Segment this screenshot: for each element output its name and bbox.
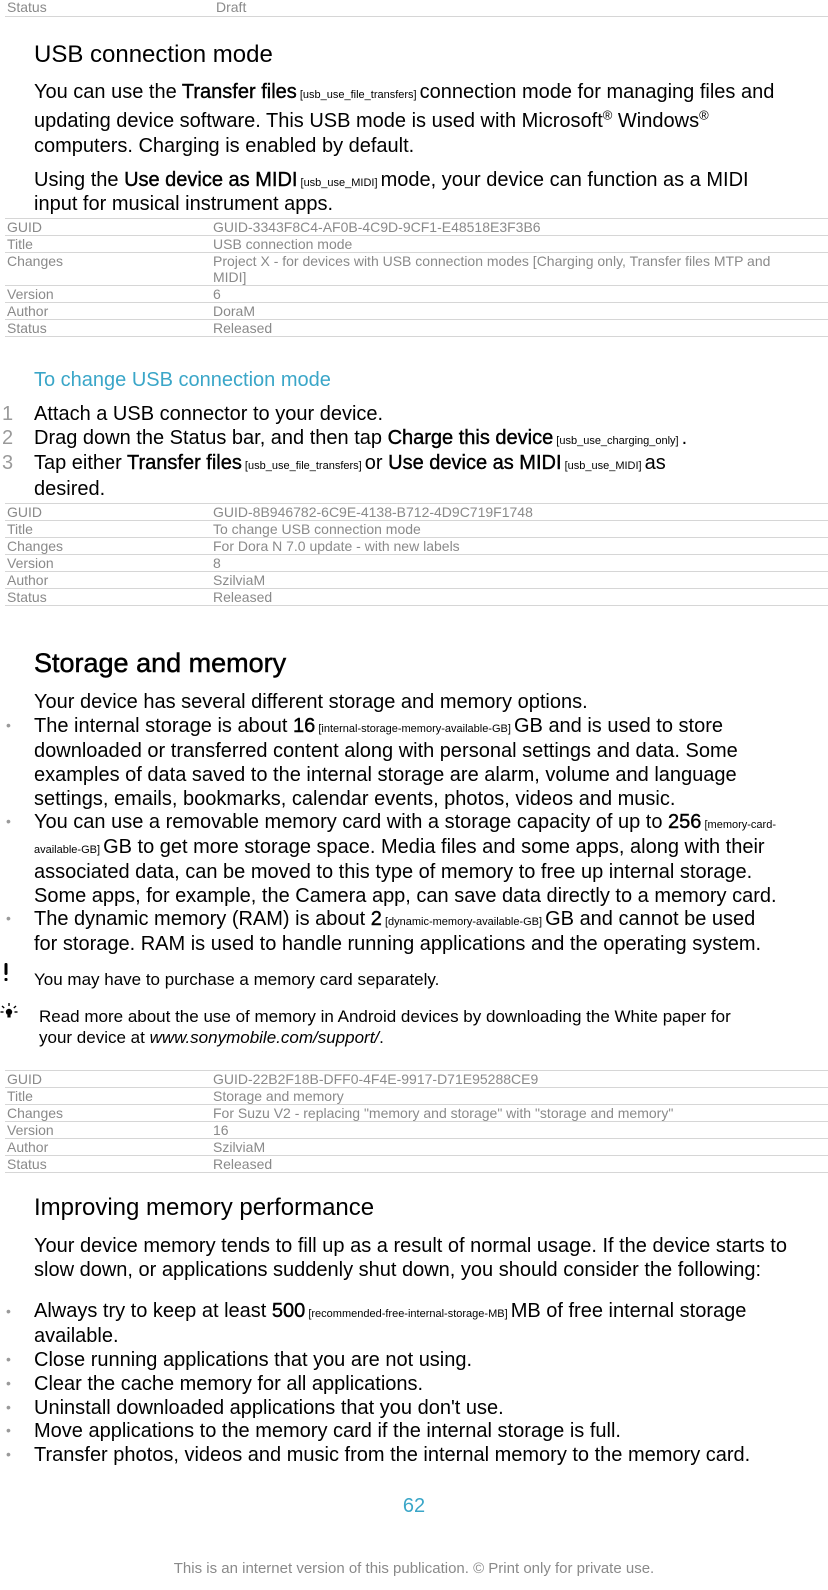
list-item: The internal storage is about 16 [internal-storage-memory-available-GB] GB and is used to store: [34, 715, 723, 737]
step-number: 1: [2, 403, 14, 425]
table-row: Version 16: [5, 1122, 828, 1139]
step-number: 3: [2, 452, 14, 474]
table-row: Author DoraM: [5, 303, 828, 320]
bullet: •: [6, 1399, 11, 1415]
table-row: Status Released: [5, 320, 828, 337]
bullet: •: [6, 717, 11, 733]
footer-text: This is an internet version of this publication. © Print only for private use.: [173, 1560, 655, 1577]
paragraph-line: Your device memory tends to fill up as a result of normal usage. If the device starts to: [34, 1235, 787, 1257]
support-link[interactable]: www.sonymobile.com/support/: [149, 1028, 380, 1047]
list-item: Uninstall downloaded applications that you don't use.: [34, 1397, 504, 1419]
list-item-line: for storage. RAM is used to handle running applications and the operating system.: [34, 933, 762, 955]
list-item-line: Some apps, for example, the Camera app, can save data directly to a memory card.: [34, 885, 777, 907]
table-row: Author SzilviaM: [5, 572, 828, 589]
table-row: GUID GUID-8B946782-6C9E-4138-B712-4D9C719F1748: [5, 504, 828, 521]
metadata-table: [5, 218, 828, 337]
paragraph-line: slow down, or applications suddenly shut down, you should consider the following:: [34, 1259, 762, 1281]
bullet: •: [6, 1422, 11, 1438]
bullet: •: [6, 910, 11, 926]
list-item-line: associated data, can be moved to this type of memory to free up internal storage.: [34, 861, 753, 883]
table-row: Version 8: [5, 555, 828, 572]
step-number: 2: [2, 427, 14, 449]
list-item-line: downloaded or transferred content along with personal settings and data. Some: [34, 740, 738, 762]
table-row: Changes Project X - for devices with USB connection modes [Charging only, Transfer files MTP and MIDI]: [5, 253, 828, 286]
list-item-line: settings, emails, bookmarks, calendar events, photos, videos and music.: [34, 788, 676, 810]
step-text: desired.: [34, 478, 106, 500]
lightbulb-icon: [0, 1002, 18, 1022]
list-item: Close running applications that you are not using.: [34, 1349, 473, 1371]
list-item: Always try to keep at least 500 [recommended-free-internal-storage-MB] MB of free internal storage: [34, 1300, 747, 1322]
list-item-line: available-GB] GB to get more storage space. Media files and some apps, along with their: [34, 836, 765, 858]
list-item: The dynamic memory (RAM) is about 2 [dynamic-memory-available-GB] GB and cannot be used: [34, 908, 756, 930]
table-row: GUID GUID-3343F8C4-AF0B-4C9D-9CF1-E48518E3F3B6: [5, 219, 828, 236]
list-item: Clear the cache memory for all applications.: [34, 1373, 424, 1395]
meta-key: Status: [7, 0, 47, 15]
list-item: Move applications to the memory card if the internal storage is full.: [34, 1420, 621, 1442]
section-heading-storage: Storage and memory: [34, 648, 287, 678]
list-item: You can use a removable memory card with a storage capacity of up to 256 [memory-card-: [34, 811, 776, 833]
metadata-table: [5, 1070, 828, 1173]
section-heading-improve: Improving memory performance: [34, 1194, 375, 1221]
table-row: Title To change USB connection mode: [5, 521, 828, 538]
paragraph-line: Using the Use device as MIDI [usb_use_MIDI] mode, your device can function as a MIDI: [34, 169, 749, 191]
paragraph-line: input for musical instrument apps.: [34, 193, 334, 215]
meta-value: Draft: [216, 0, 247, 15]
list-item-line: available.: [34, 1325, 119, 1347]
table-row: Changes For Suzu V2 - replacing "memory and storage" with "storage and memory": [5, 1105, 828, 1122]
table-row: Title USB connection mode: [5, 236, 828, 253]
page-number: 62: [402, 1495, 426, 1517]
bullet: •: [6, 1446, 11, 1462]
paragraph-line: Your device has several different storage and memory options.: [34, 691, 588, 713]
tip-text-line: your device at www.sonymobile.com/support/.: [39, 1028, 384, 1047]
section-heading-usb: USB connection mode: [34, 41, 273, 68]
step-text: Attach a USB connector to your device.: [34, 403, 384, 425]
paragraph-line: updating device software. This USB mode is used with Microsoft® Windows®: [34, 107, 709, 132]
table-row: Version 6: [5, 286, 828, 303]
step-text: Drag down the Status bar, and then tap Charge this device [usb_use_charging_only] .: [34, 427, 688, 449]
table-row: Status Released: [5, 1156, 828, 1173]
paragraph-line: You can use the Transfer files [usb_use_file_transfers] connection mode for managing files and: [34, 81, 775, 103]
table-row: Changes For Dora N 7.0 update - with new labels: [5, 538, 828, 555]
paragraph-line: computers. Charging is enabled by default.: [34, 135, 415, 157]
exclamation-icon: [0, 962, 12, 984]
bullet: •: [6, 813, 11, 829]
list-item-line: examples of data saved to the internal storage are alarm, volume and language: [34, 764, 737, 786]
bullet: •: [6, 1303, 11, 1319]
table-row: GUID GUID-22B2F18B-DFF0-4F4E-9917-D71E95288CE9: [5, 1071, 828, 1088]
meta-status-row: [5, 0, 828, 17]
tip-text: Read more about the use of memory in Android devices by downloading the White paper for: [39, 1007, 731, 1026]
bullet: •: [6, 1375, 11, 1391]
metadata-table: [5, 503, 828, 606]
list-item: Transfer photos, videos and music from the internal memory to the memory card.: [34, 1444, 751, 1466]
bullet: •: [6, 1351, 11, 1367]
step-text: Tap either Transfer files [usb_use_file_transfers] or Use device as MIDI [usb_use_MIDI] as: [34, 452, 666, 474]
table-row: Title Storage and memory: [5, 1088, 828, 1105]
table-row: Status Released: [5, 589, 828, 606]
procedure-heading: To change USB connection mode: [34, 369, 331, 391]
table-row: Author SzilviaM: [5, 1139, 828, 1156]
note-text: You may have to purchase a memory card separately.: [34, 970, 440, 989]
